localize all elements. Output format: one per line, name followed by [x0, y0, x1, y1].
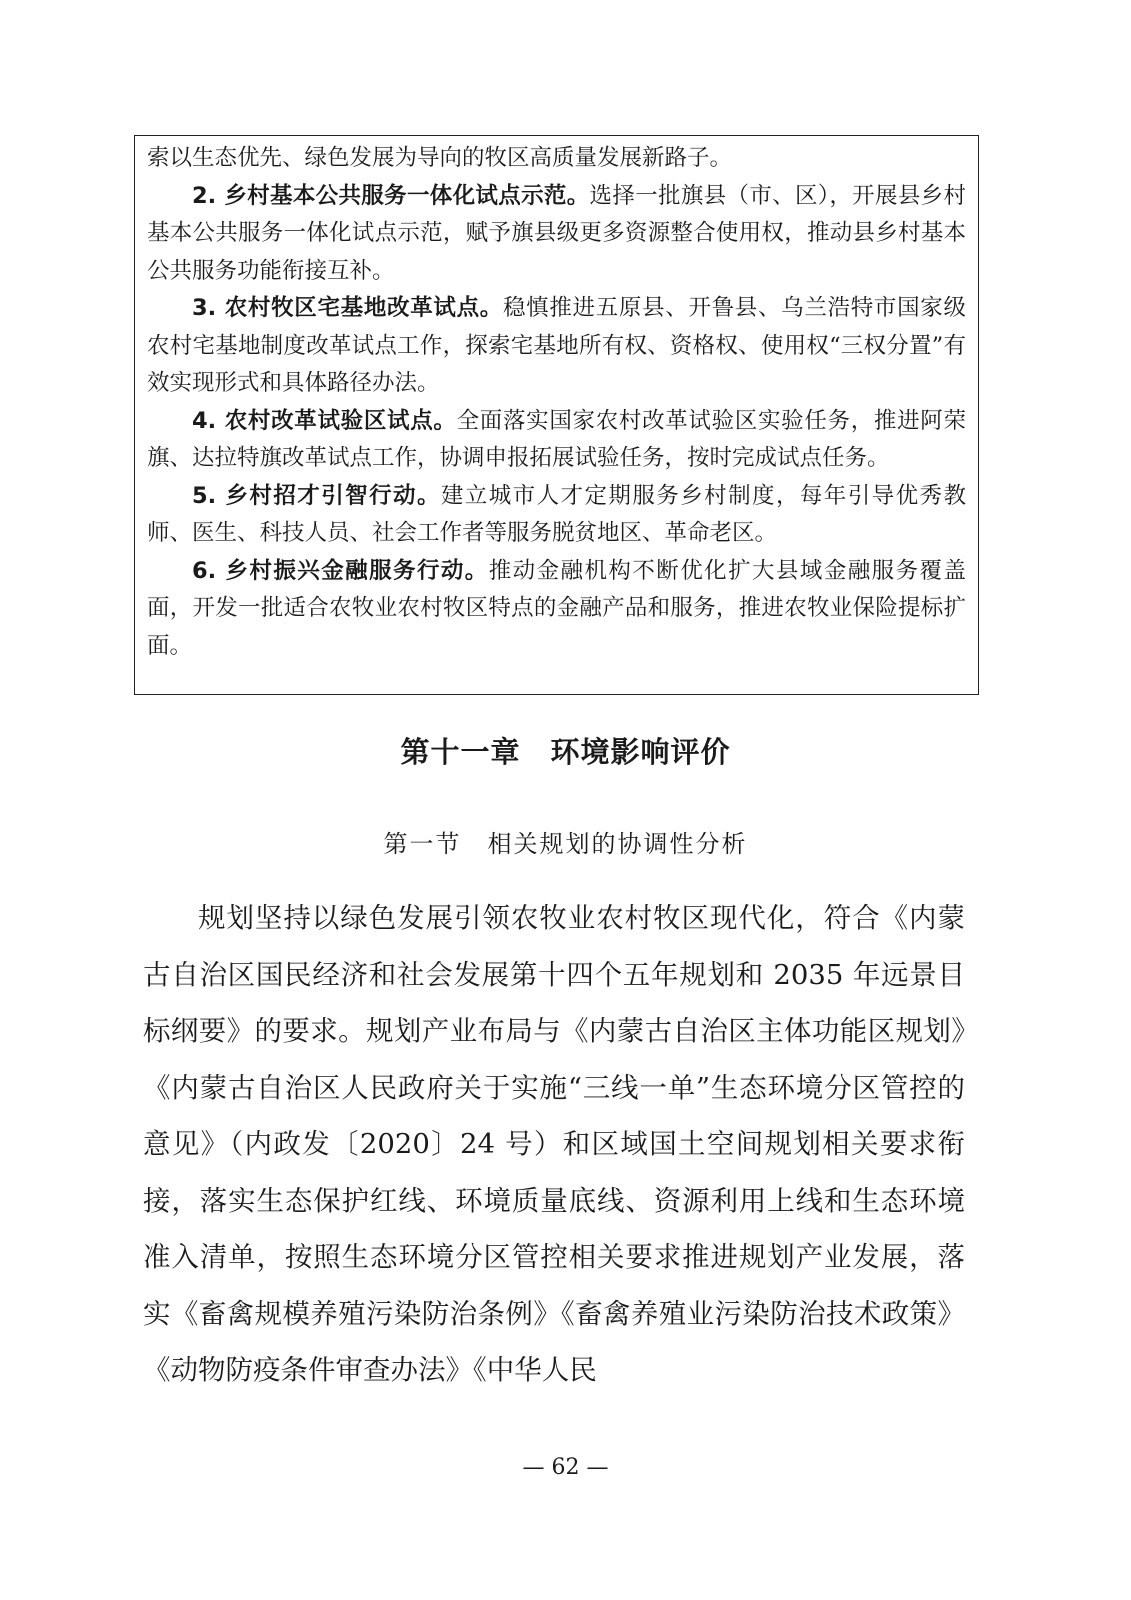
- box-item-lead: 6. 乡村振兴金融服务行动。: [192, 557, 489, 584]
- box-item-lead: 2. 乡村基本公共服务一体化试点示范。: [192, 182, 590, 209]
- box-item-text: 选择一批旗县（市、区），开展县乡村基本公共服务一体化试点示范，赋予旗县级更多资源整合使用权，推动县乡村基本公共服务功能衔接互补。: [147, 182, 966, 284]
- box-item: [147, 403, 966, 478]
- box-item: [147, 290, 966, 403]
- box-item-lead: 4. 农村改革试验区试点。: [192, 407, 457, 434]
- page-number: — 62 —: [522, 1455, 609, 1480]
- box-item-lead: 3. 农村牧区宅基地改革试点。: [192, 295, 503, 321]
- box-item-text: 稳慎推进五原县、开鲁县、乌兰浩特市国家级农村宅基地制度改革试点工作，探索宅基地所有权、资格权、使用权“三权分置”有效实现形式和具体路径办法。: [147, 295, 966, 396]
- body-paragraph: 规划坚持以绿色发展引领农牧业农村牧区现代化，符合《内蒙古自治区国民经济和社会发展第十四个五年规划和 2035 年远景目标纲要》的要求。规划产业布局与《内蒙古自治区主体功能区规划》《内蒙古自治区人民政府关于实施“三线一单”生态环境分区管控的意见》（内政发〔2020〕24 号）和区域国土空间规划相关要求衔接，落实生态保护红线、环境质量底线、资源利用上线和生态环境准入清单，按照生态环境分区管控相关要求推进规划产业发展，落实《畜禽规模养殖污染防治条例》《畜禽养殖业污染防治技术政策》《动物防疫条件审查办法》《中华人民: [143, 902, 965, 1386]
- box-item-text: 推动金融机构不断优化扩大县域金融服务覆盖面，开发一批适合农牧业农村牧区特点的金融产品和服务，推进农牧业保险提标扩面。: [147, 557, 966, 659]
- boxed-measures-panel: [134, 135, 979, 695]
- section-title: 第一节 相关规划的协调性分析: [383, 830, 748, 858]
- box-item-lead: 5. 乡村招才引智行动。: [192, 482, 441, 509]
- chapter-title: 第十一章 环境影响评价: [400, 735, 731, 769]
- box-item-text: 建立城市人才定期服务乡村制度，每年引导优秀教师、医生、科技人员、社会工作者等服务脱贫地区、革命老区。: [147, 482, 966, 546]
- box-item-text: 全面落实国家农村改革试验区实验任务，推进阿荣旗、达拉特旗改革试点工作，协调申报拓展试验任务，按时完成试点任务。: [147, 407, 966, 471]
- box-item: [147, 478, 966, 553]
- box-item: [147, 553, 966, 666]
- body-text: [143, 890, 965, 1399]
- box-item: [147, 178, 966, 291]
- box-continuation-text: 索以生态优先、绿色发展为导向的牧区高质量发展新路子。: [147, 145, 733, 171]
